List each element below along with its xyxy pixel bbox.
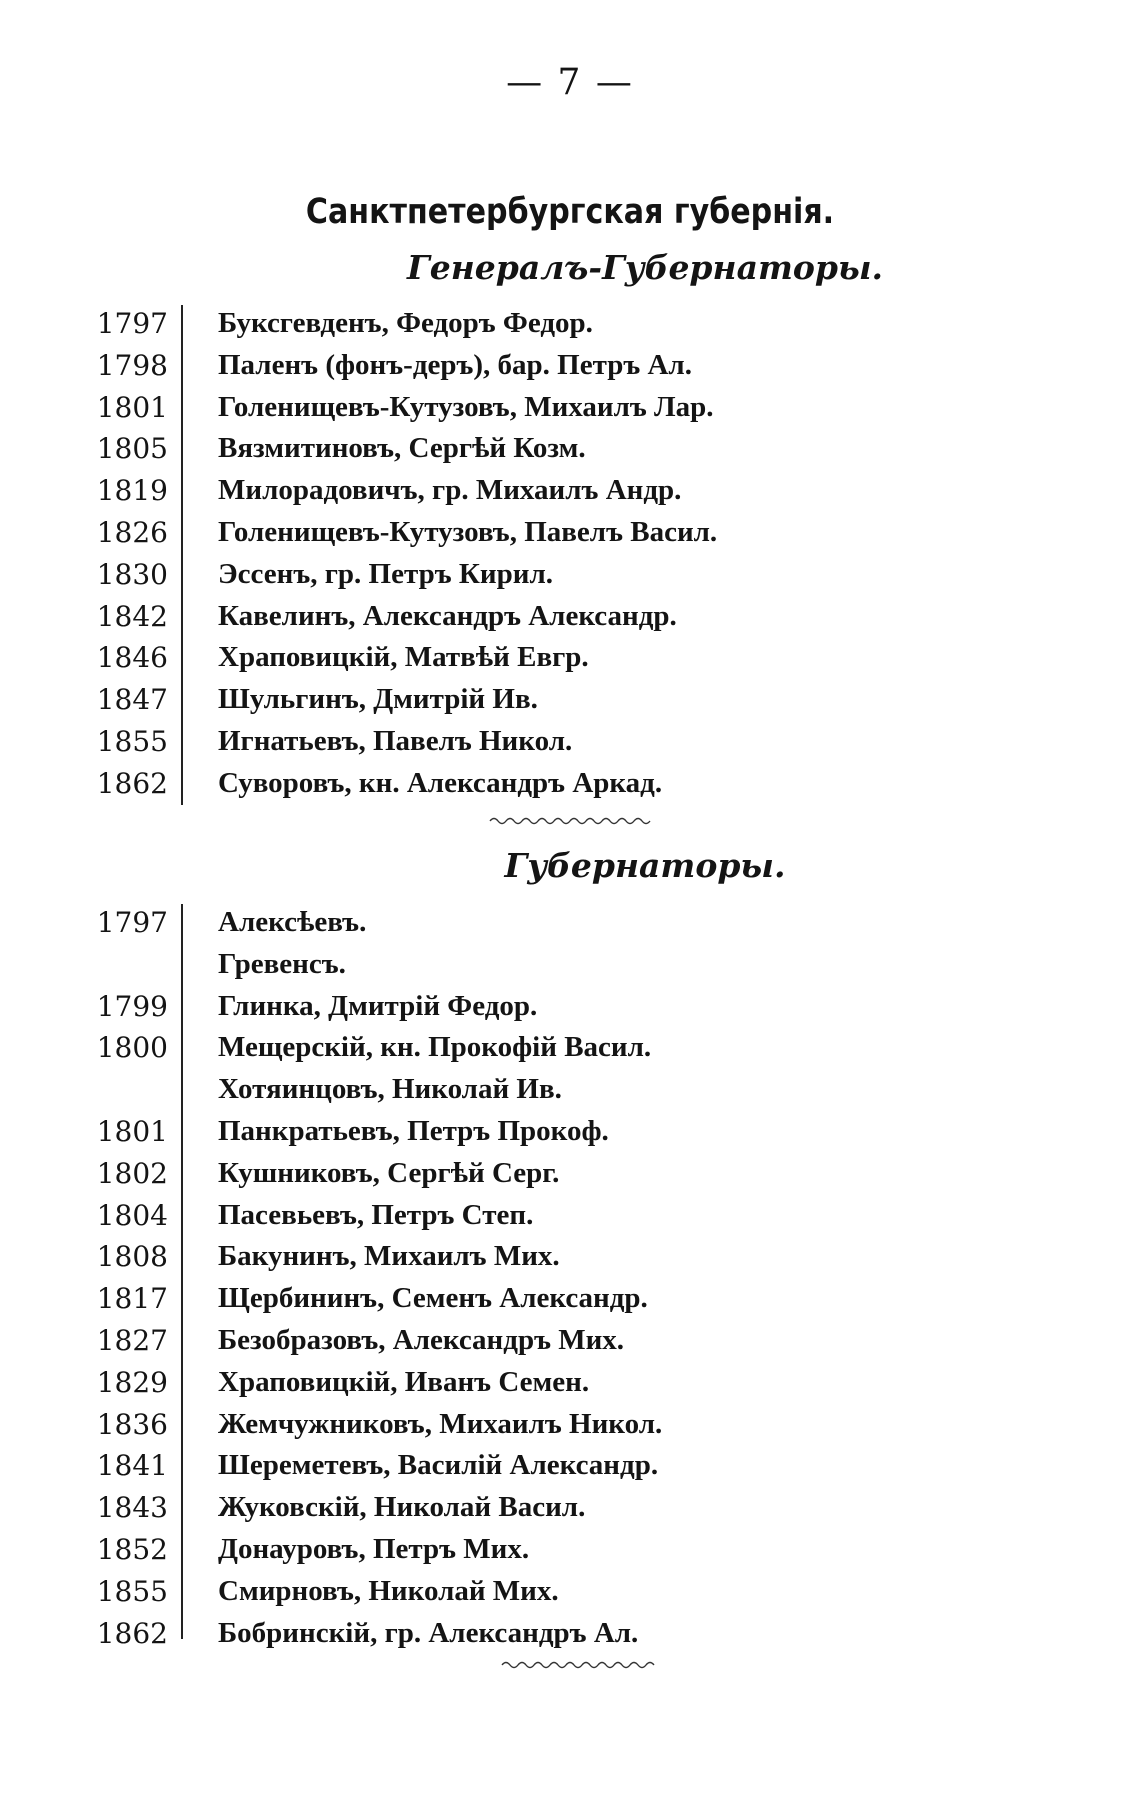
list-item (0, 637, 1140, 679)
page-number: — 7 — (506, 62, 634, 103)
list-item (0, 554, 1140, 596)
year: 1842 (96, 599, 168, 633)
list-item (0, 1111, 1140, 1153)
list-item (0, 596, 1140, 638)
general-governors-list (0, 303, 1140, 805)
year: 1846 (96, 641, 168, 675)
wavy-ornament-divider (500, 1658, 660, 1672)
governor-name: Гревенсъ. (218, 947, 346, 980)
year: 1852 (96, 1532, 168, 1566)
list-item (0, 679, 1140, 721)
year: 1829 (96, 1365, 168, 1399)
list-item (0, 1236, 1140, 1278)
year: 1862 (96, 1616, 168, 1650)
governor-name: Суворовъ, кн. Александръ Аркад. (218, 766, 663, 799)
list-item (0, 1487, 1140, 1529)
year: 1817 (96, 1282, 168, 1316)
list-item (0, 1320, 1140, 1362)
year: 1801 (96, 1114, 168, 1148)
year: 1799 (96, 989, 168, 1023)
governor-name: Бобринскій, гр. Александръ Ал. (218, 1616, 639, 1649)
year: 1805 (96, 432, 168, 466)
governor-name: Кавелинъ, Александръ Александр. (218, 599, 677, 632)
governor-name: Хотяинцовъ, Николай Ив. (218, 1073, 562, 1106)
list-item (0, 763, 1140, 805)
year: 1819 (96, 474, 168, 508)
year: 1843 (96, 1491, 168, 1525)
year: 1836 (96, 1407, 168, 1441)
year: 1841 (96, 1449, 168, 1483)
governor-name: Храповицкій, Иванъ Семен. (218, 1365, 590, 1398)
governor-name: Буксгевденъ, Федоръ Федор. (218, 307, 593, 339)
governor-name: Голенищевъ-Кутузовъ, Павелъ Васил. (218, 515, 718, 548)
governor-name: Жемчужниковъ, Михаилъ Никол. (218, 1407, 663, 1440)
list-item (0, 1362, 1140, 1404)
list-item (0, 1278, 1140, 1320)
governor-name: Паленъ (фонъ-деръ), бар. Петръ Ал. (218, 348, 692, 381)
list-item (0, 1571, 1140, 1613)
list-item (0, 428, 1140, 470)
governor-name: Мещерскій, кн. Прокофій Васил. (218, 1031, 652, 1064)
list-item (0, 1445, 1140, 1487)
governor-name: Глинка, Дмитрій Федор. (218, 989, 538, 1022)
list-item (0, 721, 1140, 763)
year: 1862 (96, 766, 168, 800)
list-item (0, 303, 1140, 345)
year: 1804 (96, 1198, 168, 1232)
year: 1855 (96, 1574, 168, 1608)
list-item (0, 1027, 1140, 1069)
governor-name: Кушниковъ, Сергѣй Серг. (218, 1156, 560, 1189)
list-item (0, 1153, 1140, 1195)
governor-name: Смирновъ, Николай Мих. (218, 1574, 559, 1607)
governor-name: Донауровъ, Петръ Мих. (218, 1532, 530, 1565)
governor-name: Безобразовъ, Александръ Мих. (218, 1323, 625, 1356)
list-item (0, 1069, 1140, 1111)
wavy-ornament-divider (488, 814, 658, 828)
year: 1827 (96, 1323, 168, 1357)
governor-name: Панкратьевъ, Петръ Прокоф. (218, 1114, 609, 1147)
year: 1808 (96, 1240, 168, 1274)
governor-name: Пасевьевъ, Петръ Степ. (218, 1198, 534, 1231)
year: 1802 (96, 1156, 168, 1190)
year: 1797 (96, 906, 168, 939)
list-item (0, 470, 1140, 512)
year: 1855 (96, 724, 168, 758)
year: 1801 (96, 390, 168, 424)
list-item (0, 512, 1140, 554)
governor-name: Бакунинъ, Михаилъ Мих. (218, 1240, 560, 1273)
list-item (0, 387, 1140, 429)
list-item (0, 1529, 1140, 1571)
section-heading-governors: Губернаторы. (504, 846, 786, 885)
governor-name: Эссенъ, гр. Петръ Кирил. (218, 557, 553, 590)
year: 1847 (96, 683, 168, 717)
governor-name: Голенищевъ-Кутузовъ, Михаилъ Лар. (218, 390, 714, 423)
page-title: Санктпетербургская губернія. (305, 192, 835, 232)
governor-name: Щербининъ, Семенъ Александр. (218, 1282, 648, 1315)
governor-name: Шульгинъ, Дмитрій Ив. (218, 683, 538, 716)
list-item (0, 1195, 1140, 1237)
list-item (0, 902, 1140, 944)
governor-name: Вязмитиновъ, Сергѣй Козм. (218, 432, 586, 465)
list-item (0, 1404, 1140, 1446)
governor-name: Игнатьевъ, Павелъ Никол. (218, 724, 573, 757)
year: 1798 (96, 348, 168, 382)
governor-name: Жуковскій, Николай Васил. (218, 1491, 586, 1524)
governor-name: Храповицкій, Матвѣй Евгр. (218, 641, 589, 674)
year: 1797 (96, 307, 168, 340)
year: 1800 (96, 1031, 168, 1065)
governor-name: Алексѣевъ. (218, 906, 367, 938)
governor-name: Шереметевъ, Василій Александр. (218, 1449, 659, 1482)
list-item (0, 944, 1140, 986)
year: 1826 (96, 515, 168, 549)
year: 1830 (96, 557, 168, 591)
governor-name: Милорадовичъ, гр. Михаилъ Андр. (218, 474, 682, 507)
section-heading-general-governors: Генералъ-Губернаторы. (406, 248, 884, 287)
list-item (0, 345, 1140, 387)
list-item (0, 986, 1140, 1028)
list-item (0, 1613, 1140, 1655)
governors-list (0, 902, 1140, 1654)
